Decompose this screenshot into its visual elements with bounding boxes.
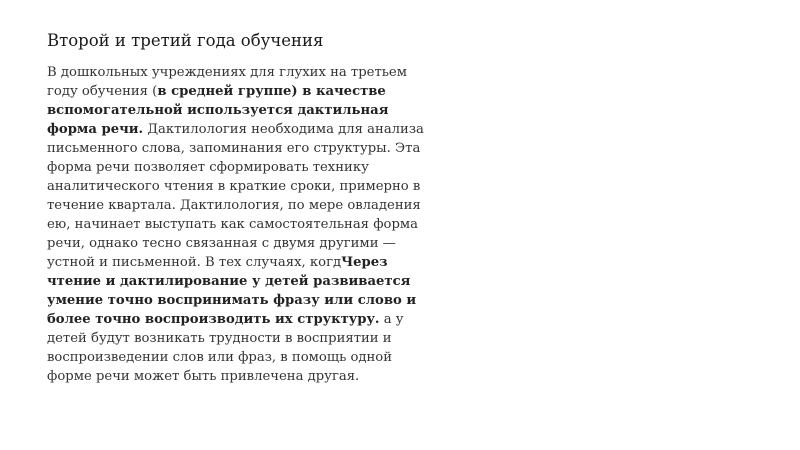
text-run: письменного слова, запоминания его структуры. Эта xyxy=(47,141,421,156)
text-run: форма речи позволяет сформировать технику xyxy=(47,160,369,175)
bold-text-run: форма речи. xyxy=(47,122,144,137)
text-run: речи, однако тесно связанная с двумя другими — xyxy=(47,236,396,251)
text-line xyxy=(47,196,447,215)
text-line xyxy=(47,253,447,272)
text-line xyxy=(47,329,447,348)
text-run: В дошкольных учреждениях для глухих на третьем xyxy=(47,65,407,80)
text-line xyxy=(47,310,447,329)
text-line xyxy=(47,82,447,101)
text-line xyxy=(47,177,447,196)
text-run: воспроизведении слов или фраз, в помощь одной xyxy=(47,350,393,365)
text-line xyxy=(47,139,447,158)
text-line xyxy=(47,367,447,386)
text-line xyxy=(47,215,447,234)
text-line xyxy=(47,63,447,82)
text-run: устной и письменной. В тех случаях, когд xyxy=(47,255,342,270)
slide-body-text xyxy=(47,63,447,386)
bold-text-run: более точно воспроизводить их структуру. xyxy=(47,312,380,327)
bold-text-run: умение точно воспринимать фразу или слово и xyxy=(47,293,417,308)
slide-title: Второй и третий года обучения xyxy=(47,31,324,50)
text-line xyxy=(47,120,447,139)
bold-text-run: в средней группе) в качестве xyxy=(157,84,386,99)
text-run: детей будут возникать трудности в восприятии и xyxy=(47,331,392,346)
bold-text-run: вспомогательной используется дактильная xyxy=(47,103,389,118)
text-run: ею, начинает выступать как самостоятельная форма xyxy=(47,217,419,232)
text-line xyxy=(47,234,447,253)
text-line xyxy=(47,291,447,310)
text-line xyxy=(47,272,447,291)
text-line xyxy=(47,348,447,367)
text-run: аналитического чтения в краткие сроки, примерно в xyxy=(47,179,421,194)
text-run: Дактилология необходима для анализа xyxy=(143,122,424,137)
text-run: течение квартала. Дактилология, по мере овладения xyxy=(47,198,421,213)
text-run: а у xyxy=(379,312,404,327)
text-run: году обучения ( xyxy=(47,84,158,99)
text-run: форме речи может быть привлечена другая. xyxy=(47,369,360,384)
bold-text-run: Через xyxy=(341,255,388,270)
text-line xyxy=(47,101,447,120)
text-line xyxy=(47,158,447,177)
bold-text-run: чтение и дактилирование у детей развивается xyxy=(47,274,411,289)
